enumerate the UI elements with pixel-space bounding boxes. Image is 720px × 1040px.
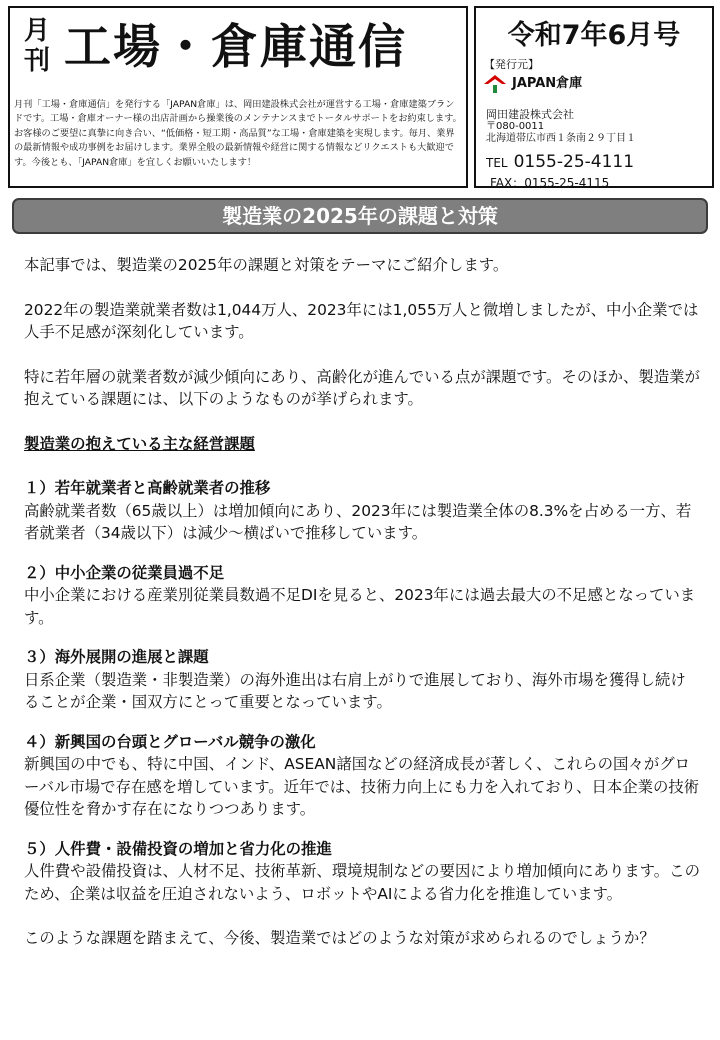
street-address: 北海道帯広市西１条南２９丁目１	[486, 133, 636, 144]
article-title-banner: 製造業の2025年の課題と対策	[12, 198, 708, 234]
list-item	[24, 646, 700, 714]
company-address	[486, 121, 636, 145]
masthead	[8, 6, 468, 188]
issue-box	[474, 6, 714, 188]
intro-paragraph: 本記事では、製造業の2025年の課題と対策をテーマにご紹介します。	[24, 256, 509, 274]
item-body: 新興国の中でも、特に中国、インド、ASEAN諸国などの経済成長が著しく、これらの国々がグローバル市場で存在感を増しています。近年では、技術力向上にも力を入れており、日本企業の技術優位性を脅かす存在になりつつあります。	[24, 755, 700, 818]
list-item	[24, 562, 700, 630]
phone-number	[486, 152, 634, 173]
item-body: 中小企業における産業別従業員数過不足DIを見ると、2023年には過去最大の不足感となっています。	[24, 586, 696, 627]
fax-number: FAX：0155-25-4115	[490, 176, 610, 190]
list-item	[24, 731, 700, 821]
item-title: ２）中小企業の従業員過不足	[24, 563, 225, 582]
publication-title: 工場・倉庫通信	[64, 20, 407, 75]
list-item	[24, 477, 700, 545]
publication-intro: 月刊「工場・倉庫通信」を発行する「JAPAN倉庫」は、岡田建設株式会社が運営する工場・倉庫建築ブランドです。工場・倉庫オーナー様の出店計画から操業後のメンテナンスまでトータルサポートをお約束します。お客様のご要望に真摯に向き合い、“低価格・短工期・高品質”な工場・倉庫建築を実現します。毎月、業界の最新情報や成功事例をお届けします。業界全般の最新情報や経営に関する情報などリクエストも大歓迎です。今後とも、「JAPAN倉庫」を宜しくお願いいたします！	[14, 99, 462, 168]
phone-value: 0155-25-4111	[513, 152, 635, 172]
article-body	[24, 254, 700, 950]
postal-code: 〒080-0011	[486, 121, 545, 132]
item-title: １）若年就業者と高齢就業者の推移	[24, 479, 271, 497]
closing-paragraph: このような課題を踏まえて、今後、製造業ではどのような対策が求められるのでしょうか？	[24, 929, 655, 947]
item-body: 人件費や設備投資は、人材不足、技術革新、環境規制などの要因により増加傾向にあります。このため、企業は収益を圧迫されないよう、ロボットやAIによる省力化を推進しています。	[24, 862, 700, 903]
monthly-label	[22, 16, 52, 76]
section-heading: 製造業の抱えている主な経営課題	[24, 434, 255, 453]
roof-logo-icon	[484, 74, 506, 94]
item-title: ４）新興国の台頭とグローバル競争の激化	[24, 732, 316, 751]
item-title: ３）海外展開の進展と課題	[24, 648, 209, 666]
company-name: 岡田建設株式会社	[486, 108, 574, 121]
logo-text: JAPAN倉庫	[512, 76, 583, 91]
monthly-char: 月	[23, 16, 50, 46]
phone-label: TEL	[486, 156, 508, 170]
issue-date: 令和7年6月号	[507, 20, 681, 51]
paragraph: 2022年の製造業就業者数は1,044万人、2023年には1,055万人と微増しましたが、中小企業では人手不足感が深刻化しています。	[24, 300, 699, 341]
publisher-tag: 【発行元】	[484, 58, 539, 71]
item-body: 高齢就業者数（65歳以上）は増加傾向にあり、2023年には製造業全体の8.3%を占める一方、若者就業者（34歳以下）は減少～横ばいで推移しています。	[24, 501, 692, 542]
paragraph: 特に若年層の就業者数が減少傾向にあり、高齢化が進んでいる点が課題です。そのほか、製造業が抱えている課題には、以下のようなものが挙げられます。	[24, 367, 700, 408]
monthly-char: 刊	[23, 46, 50, 76]
item-body: 日系企業（製造業・非製造業）の海外進出は右肩上がりで進展しており、海外市場を獲得し続けることが企業・国双方にとって重要となっています。	[24, 670, 686, 711]
list-item	[24, 838, 700, 906]
company-logo	[484, 74, 582, 94]
item-title: ５）人件費・設備投資の増加と省力化の推進	[24, 839, 332, 858]
